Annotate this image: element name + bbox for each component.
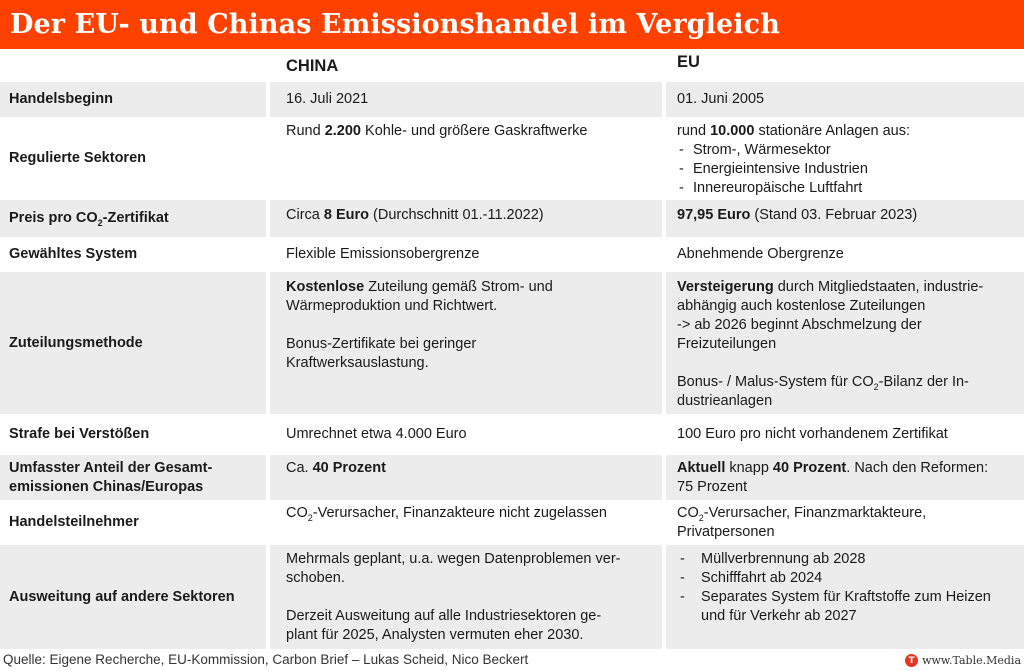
row-label: Strafe bei Verstößen: [0, 414, 266, 455]
eu-cell: $CO_2$-Verursacher, Finanzmarktakteure, Privatpersonen: [666, 500, 1024, 545]
brand-text: www.Table.Media: [922, 654, 1021, 667]
list-item: - Müllverbrennung ab 2028: [677, 550, 1016, 569]
row-label: Ausweitung auf andere Sektoren: [0, 545, 266, 649]
table-row-gewaehltes-system: [0, 237, 1024, 272]
column-header-label: [0, 49, 266, 82]
china-cell: Umrechnet etwa 4.000 Euro: [270, 414, 662, 455]
page-title: Der EU- und Chinas Emissionshandel im Vergleich: [0, 0, 1024, 49]
china-cell: Mehrmals geplant, u.a. wegen Datenproblemen ver- schoben. Derzeit Ausweitung auf alle Industriesektoren ge- plant für 2025, Analysten vermuten eher 2030.: [270, 545, 662, 649]
list-item: - Energieintensive Industrien: [677, 160, 1016, 179]
china-cell: Rund 2.200 Kohle- und größere Gaskraftwerke: [270, 117, 662, 200]
row-label: Regulierte Sektoren: [0, 117, 266, 200]
row-label: Handelsbeginn: [0, 82, 266, 117]
column-header-eu: EU: [666, 49, 1024, 82]
eu-cell: [666, 545, 1024, 649]
column-header-china: CHINA: [270, 49, 662, 82]
eu-cell: Versteigerung durch Mitgliedstaaten, industrie- abhängig auch kostenlose Zuteilungen -> ab 2026 beginnt Abschmelzung der Freizuteilungen Bonus- / Malus-System für $CO_2$-Bilanz der In- dustrieanlagen: [666, 272, 1024, 414]
list-item: - Separates System für Kraftstoffe zum Heizen und für Verkehr ab 2027: [677, 588, 1016, 626]
table-row-handelsteilnehmer: [0, 500, 1024, 545]
eu-cell: 01. Juni 2005: [666, 82, 1024, 117]
brand-link[interactable]: [905, 654, 1021, 667]
column-header-row: [0, 49, 1024, 82]
footer: [0, 649, 1024, 671]
table-row-umfasster-anteil: [0, 455, 1024, 500]
table-media-logo-icon: T: [905, 654, 918, 667]
eu-cell: rund 10.000 stationäre Anlagen aus: - Strom-, Wärmesektor - Energieintensive Industrien - Innereuropäische Luftfahrt: [666, 117, 1024, 200]
row-label: Umfasster Anteil der Gesamt- emissionen Chinas/Europas: [0, 455, 266, 500]
table-row-regulierte-sektoren: [0, 117, 1024, 200]
china-cell: Flexible Emissionsobergrenze: [270, 237, 662, 272]
china-cell: Ca. 40 Prozent: [270, 455, 662, 500]
eu-sector-list: [677, 141, 1016, 198]
table-row-zuteilungsmethode: [0, 272, 1024, 414]
table-row-ausweitung: [0, 545, 1024, 649]
china-cell: 16. Juli 2021: [270, 82, 662, 117]
row-label: Handelsteilnehmer: [0, 500, 266, 545]
eu-cell: Aktuell knapp 40 Prozent. Nach den Reformen: 75 Prozent: [666, 455, 1024, 500]
row-label: Gewähltes System: [0, 237, 266, 272]
eu-cell: Abnehmende Obergrenze: [666, 237, 1024, 272]
row-label: Zuteilungsmethode: [0, 272, 266, 414]
china-cell: Kostenlose Zuteilung gemäß Strom- und Wärmeproduktion und Richtwert. Bonus-Zertifikate bei geringer Kraftwerksauslastung.: [270, 272, 662, 414]
row-label: Preis pro $CO_2$-Zertifikat: [0, 200, 266, 237]
china-cell: Circa 8 Euro (Durchschnitt 01.-11.2022): [270, 200, 662, 237]
table-row-strafe: [0, 414, 1024, 455]
list-item: - Strom-, Wärmesektor: [677, 141, 1016, 160]
eu-cell: 97,95 Euro (Stand 03. Februar 2023): [666, 200, 1024, 237]
list-item: - Innereuropäische Luftfahrt: [677, 179, 1016, 198]
table-row-handelsbeginn: [0, 82, 1024, 117]
china-cell: $CO_2$-Verursacher, Finanzakteure nicht zugelassen: [270, 500, 662, 545]
eu-expansion-list: [677, 550, 1016, 626]
list-item: - Schifffahrt ab 2024: [677, 569, 1016, 588]
source-note: Quelle: Eigene Recherche, EU-Kommission, Carbon Brief – Lukas Scheid, Nico Beckert: [3, 652, 529, 667]
eu-cell: 100 Euro pro nicht vorhandenem Zertifikat: [666, 414, 1024, 455]
table-row-preis: [0, 200, 1024, 237]
